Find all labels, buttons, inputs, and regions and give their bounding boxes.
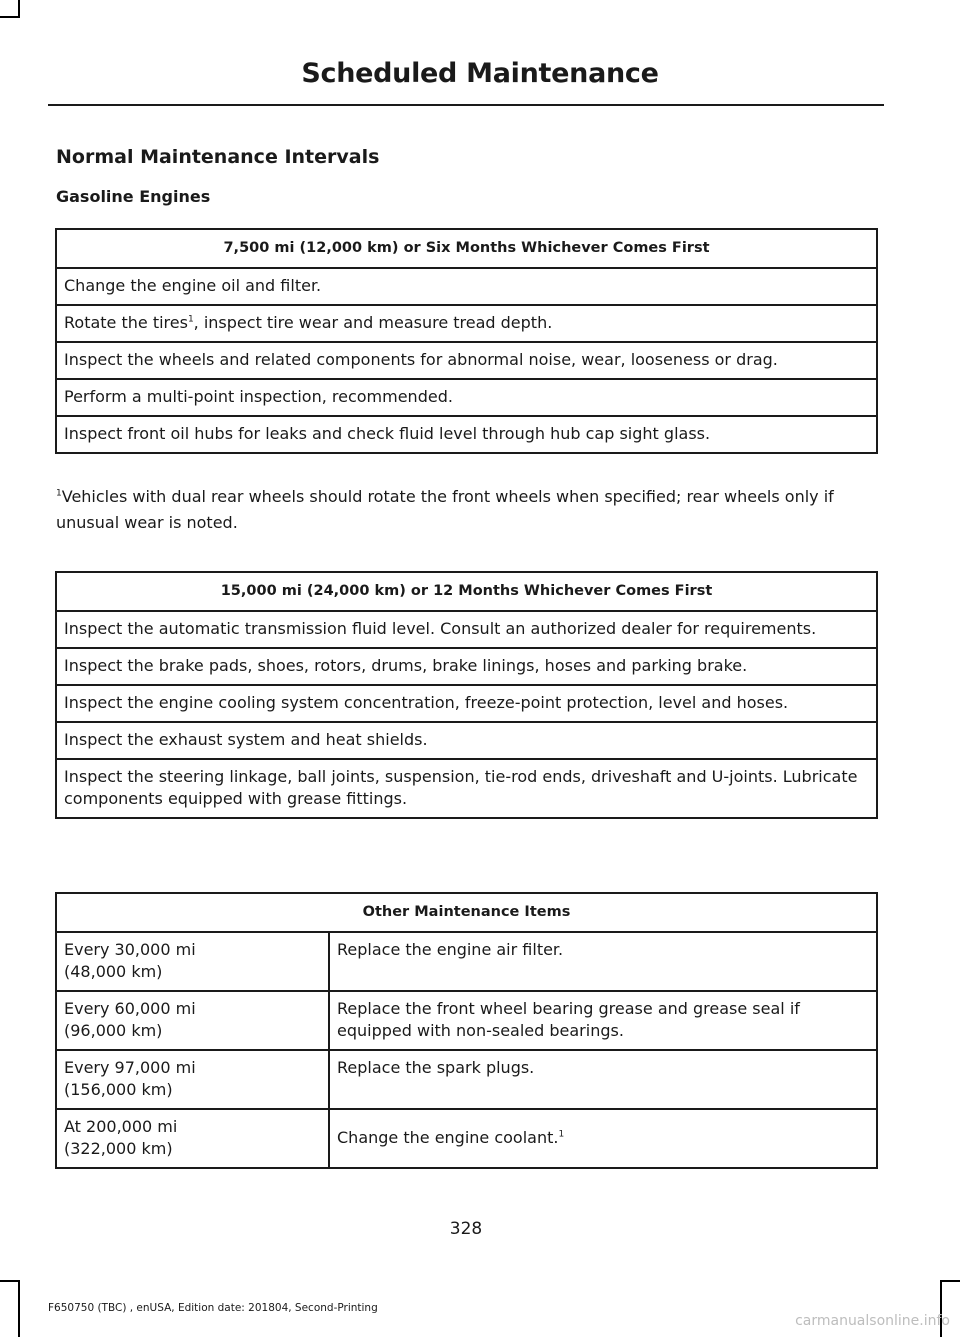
table-row: Inspect the steering linkage, ball joints, suspension, tie-rod ends, driveshaft and U-joints. Lubricate components equipped with grease fittings. (56, 759, 877, 818)
table-row: Rotate the tires$^1$, inspect tire wear and measure tread depth. (56, 305, 877, 342)
crop-mark-bottom-left-h (0, 1280, 20, 1282)
item-cell: Replace the spark plugs. (329, 1050, 877, 1109)
table-row: Inspect the exhaust system and heat shields. (56, 722, 877, 759)
table-header: Other Maintenance Items (56, 893, 877, 932)
table-row: Inspect the brake pads, shoes, rotors, drums, brake linings, hoses and parking brake. (56, 648, 877, 685)
item-cell: Change the engine coolant.$^1$ (329, 1109, 877, 1168)
maintenance-table-15000 (55, 571, 878, 819)
table-row: Inspect the wheels and related components for abnormal noise, wear, looseness or drag. (56, 342, 877, 379)
watermark: carmanualsonline.info (795, 1313, 950, 1329)
footnote: $^1$Vehicles with dual rear wheels should rotate the front wheels when specified; rear wheels only if unusual wear is noted. (56, 487, 834, 532)
crop-mark-bottom-right-h (940, 1280, 960, 1282)
item-cell: Replace the front wheel bearing grease and grease seal if equipped with non-sealed bearings. (329, 991, 877, 1050)
table-header: 15,000 mi (24,000 km) or 12 Months Whichever Comes First (56, 572, 877, 611)
footnote-marker: 1 (56, 488, 62, 499)
table-row: Change the engine oil and filter. (56, 268, 877, 305)
page-number: 328 (449, 1219, 483, 1239)
interval-cell: At 200,000 mi (322,000 km) (56, 1109, 329, 1168)
crop-mark-top-h (0, 16, 20, 18)
interval-cell: Every 30,000 mi (48,000 km) (56, 932, 329, 991)
footnote-ref: 1 (558, 1129, 565, 1140)
table-row: Inspect the automatic transmission fluid level. Consult an authorized dealer for requirements. (56, 611, 877, 648)
table-row: Inspect the engine cooling system concentration, freeze-point protection, level and hoses. (56, 685, 877, 722)
other-maintenance-table (55, 892, 878, 1169)
crop-mark-bottom-left (18, 1280, 20, 1337)
interval-cell: Every 97,000 mi (156,000 km) (56, 1050, 329, 1109)
table-header: 7,500 mi (12,000 km) or Six Months Whichever Comes First (56, 229, 877, 268)
header-divider (48, 104, 884, 106)
table-row: Perform a multi-point inspection, recommended. (56, 379, 877, 416)
maintenance-table-7500 (55, 228, 878, 454)
item-cell: Replace the engine air filter. (329, 932, 877, 991)
section-title: Normal Maintenance Intervals (56, 146, 380, 168)
page-title: Scheduled Maintenance (301, 58, 659, 89)
interval-cell: Every 60,000 mi (96,000 km) (56, 991, 329, 1050)
section-subtitle: Gasoline Engines (56, 187, 211, 206)
footer-edition: F650750 (TBC) , enUSA, Edition date: 201804, Second-Printing (48, 1302, 378, 1314)
footnote-ref: 1 (187, 314, 194, 325)
crop-mark-top (18, 0, 20, 16)
table-row: Inspect front oil hubs for leaks and check fluid level through hub cap sight glass. (56, 416, 877, 453)
